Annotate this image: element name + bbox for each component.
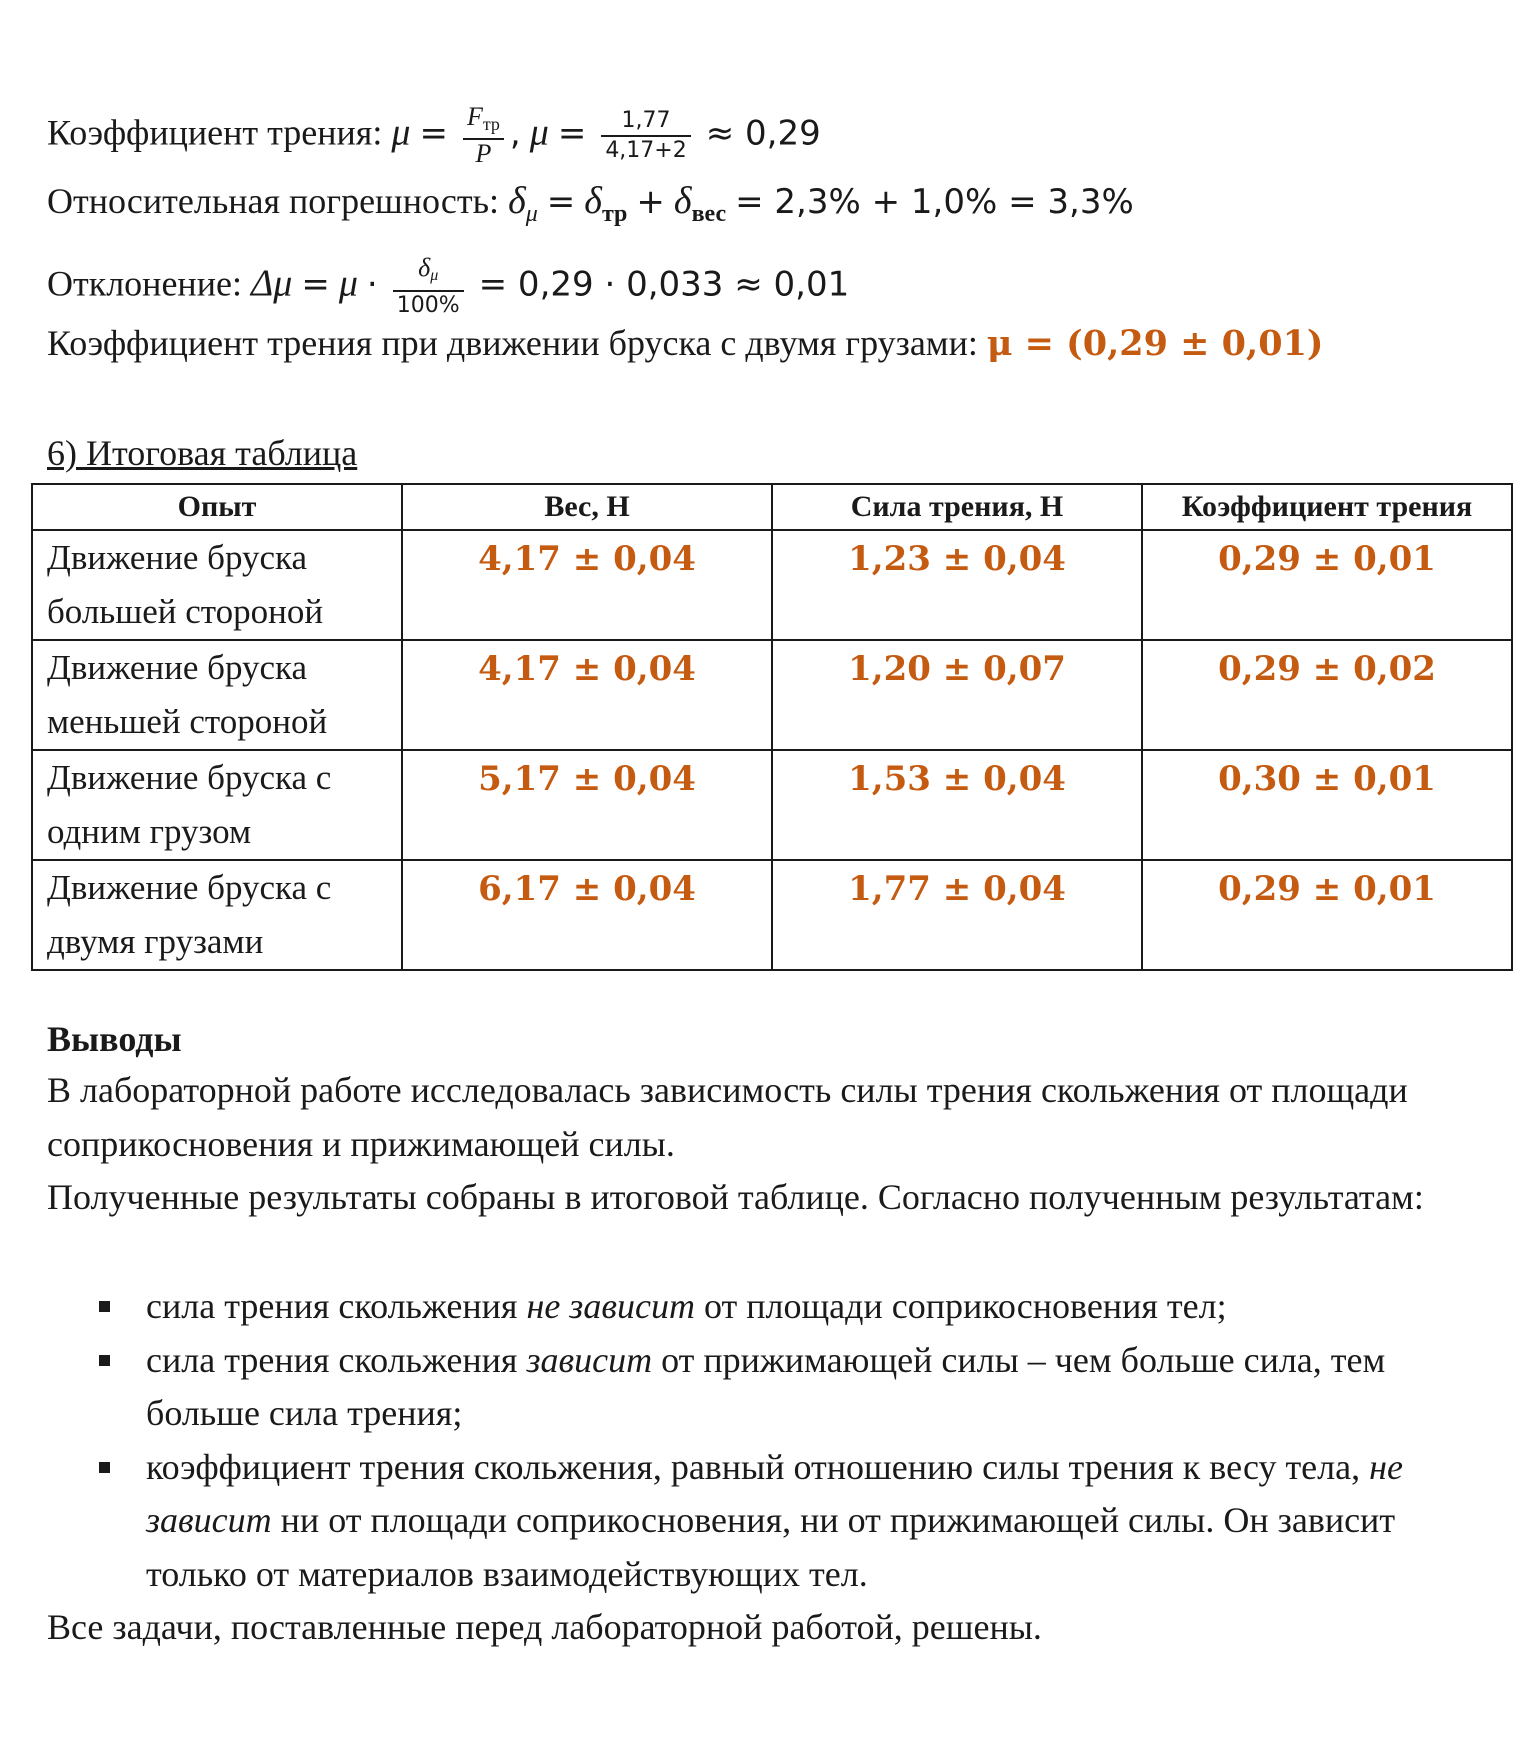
relative-error-values: = 2,3% + 1,0% = 3,3% [735, 182, 1134, 222]
bullet-square-icon [99, 1462, 110, 1473]
numeric-fraction [601, 107, 690, 165]
table-row [32, 530, 1512, 640]
cell-friction: 1,53 ± 0,04 [772, 750, 1142, 860]
cell-coefficient: 0,30 ± 0,01 [1142, 750, 1512, 860]
result-label: Коэффициент трения при движении бруска с двумя грузами: [47, 323, 978, 363]
conclusions-paragraph-2: Полученные результаты собраны в итоговой таблице. Согласно полученным результатам: [47, 1177, 1424, 1217]
cell-friction: 1,77 ± 0,04 [772, 860, 1142, 970]
conclusions-list [47, 1280, 1487, 1601]
approx-result: ≈ 0,29 [705, 113, 821, 154]
dot-operator: · [366, 264, 378, 305]
equals-sign-3: = [546, 182, 576, 222]
delta-mu: $\delta_\mu$ [508, 180, 538, 227]
deviation-tail: = 0,29 · 0,033 ≈ 0,01 [478, 264, 850, 305]
bullet-square-icon [99, 1301, 110, 1312]
cell-coefficient: 0,29 ± 0,01 [1142, 530, 1512, 640]
delta-ves: $\delta_{вес}$ [673, 180, 727, 227]
cell-weight: 6,17 ± 0,04 [402, 860, 772, 970]
bullet-square-icon [99, 1355, 110, 1366]
cell-experiment: Движение бруска с одним грузом [32, 750, 402, 860]
separator: , [509, 113, 521, 154]
equals-sign-4: = [301, 264, 330, 305]
header-friction: Сила трения, Н [772, 484, 1142, 530]
table-row [32, 860, 1512, 970]
cell-weight: 4,17 ± 0,04 [402, 530, 772, 640]
cell-experiment: Движение бруска меньшей стороной [32, 640, 402, 750]
relative-error-formula [47, 179, 1134, 236]
conclusions-title: Выводы [47, 1019, 182, 1059]
cell-weight: 4,17 ± 0,04 [402, 640, 772, 750]
table-section-title: 6) Итоговая таблица [47, 433, 358, 473]
mu-symbol-3: μ [338, 262, 358, 305]
numeric-denominator: 4,17+2 [605, 138, 687, 163]
plus-sign: + [636, 182, 665, 222]
list-item: коэффициент трения скольжения, равный отношению силы трения к весу тела, не зависит ни от площади соприкосновения, ни от прижимающей силы. Он зависит только от материалов взаимодействующих тел. [47, 1441, 1487, 1602]
cell-coefficient: 0,29 ± 0,01 [1142, 860, 1512, 970]
deviation-label: Отклонение: [47, 263, 242, 304]
deviation-formula [47, 254, 849, 320]
relative-error-label: Относительная погрешность: [47, 181, 500, 221]
list-item: сила трения скольжения зависит от прижимающей силы – чем больше сила, тем больше сила трения; [47, 1334, 1487, 1441]
cell-weight: 5,17 ± 0,04 [402, 750, 772, 860]
table-row [32, 640, 1512, 750]
summary-table [31, 483, 1513, 971]
cell-experiment: Движение бруска с двумя грузами [32, 860, 402, 970]
fraction-denominator: P [475, 139, 492, 168]
delta-tr: $\delta_{тр}$ [584, 180, 628, 227]
header-weight: Вес, Н [402, 484, 772, 530]
cell-friction: 1,20 ± 0,07 [772, 640, 1142, 750]
numeric-numerator: 1,77 [601, 107, 690, 137]
friction-over-weight-fraction [463, 103, 504, 169]
list-item: сила трения скольжения не зависит от площади соприкосновения тел; [47, 1280, 1487, 1334]
equals-sign-2: = [557, 113, 587, 154]
table-row [32, 750, 1512, 860]
coefficient-formula [47, 103, 821, 169]
header-experiment: Опыт [32, 484, 402, 530]
cell-coefficient: 0,29 ± 0,02 [1142, 640, 1512, 750]
fraction-numerator-sub: тр [482, 114, 500, 134]
table-header-row [32, 484, 1512, 530]
fraction-numerator: F [466, 102, 483, 131]
cell-friction: 1,23 ± 0,04 [772, 530, 1142, 640]
final-statement: Все задачи, поставленные перед лабораторной работой, решены. [47, 1607, 1042, 1647]
result-line [47, 321, 1323, 366]
delta-mu-lhs: Δμ [250, 262, 293, 305]
delta-over-percent-fraction: $\frac{\delta_\mu}{100\%}$ [393, 254, 464, 320]
cell-experiment: Движение бруска большей стороной [32, 530, 402, 640]
conclusions-paragraph-1: В лабораторной работе исследовалась зависимость силы трения скольжения от площади соприкосновения и прижимающей силы. [47, 1070, 1408, 1164]
mu-symbol: μ [391, 111, 411, 154]
equals-sign: = [419, 113, 448, 154]
header-coefficient: Коэффициент трения [1142, 484, 1512, 530]
coefficient-label: Коэффициент трения: [47, 112, 383, 153]
mu-symbol-2: μ [529, 111, 549, 154]
result-value: μ = (0,29 ± 0,01) [986, 323, 1324, 364]
